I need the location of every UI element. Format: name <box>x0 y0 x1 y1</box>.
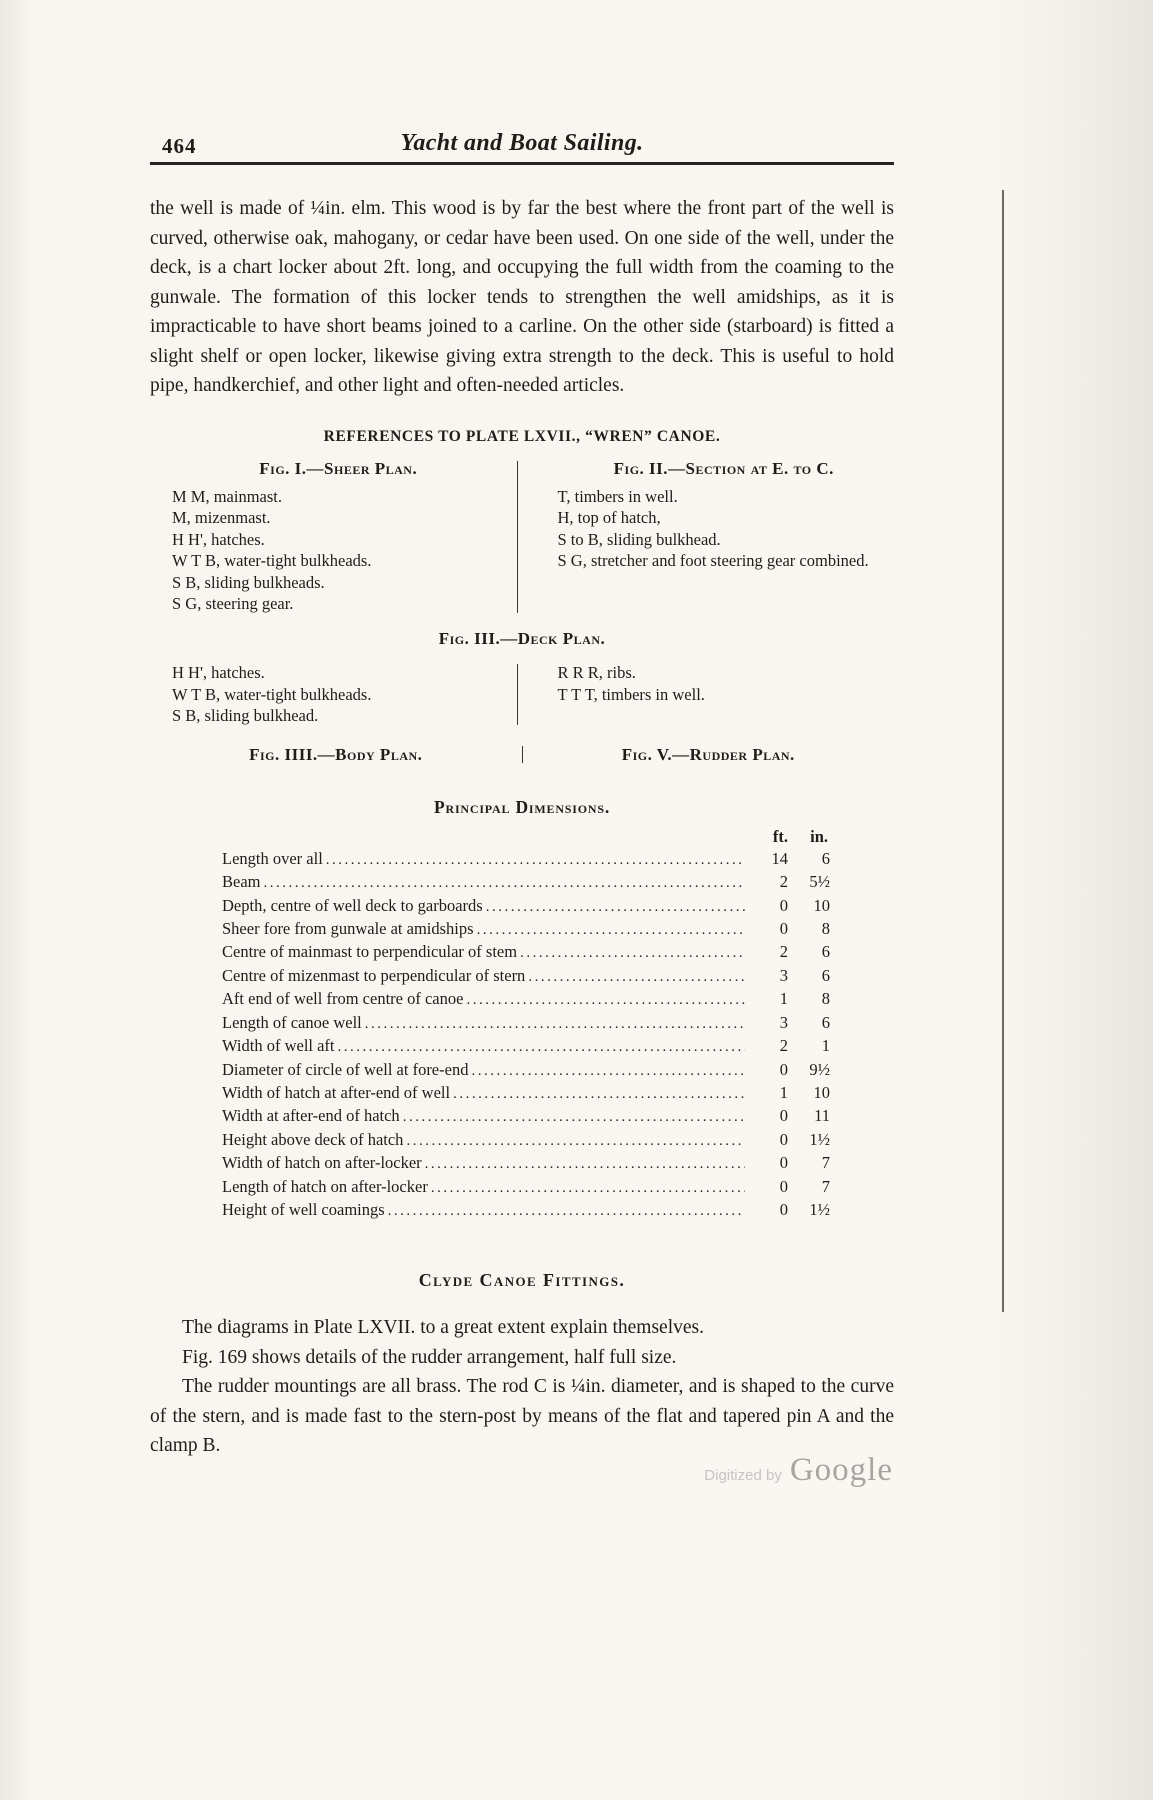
google-logo: Google <box>789 1452 893 1488</box>
fig4-fig5-row <box>150 745 894 765</box>
dimension-ft: 2 <box>779 872 788 892</box>
leader-dots <box>453 1082 745 1105</box>
leader-dots <box>431 1176 745 1199</box>
dimension-label: Length of hatch on after-locker <box>222 1176 428 1196</box>
dimension-label: Width of hatch on after-locker <box>222 1153 422 1173</box>
leader-dots <box>425 1152 745 1175</box>
fig2-item: S G, stretcher and foot steering gear combined. <box>557 551 869 571</box>
dimension-row <box>222 1082 834 1105</box>
page-header <box>150 126 894 170</box>
dimension-in: 8 <box>821 919 830 939</box>
page-edge-line <box>1002 190 1004 1312</box>
fig2-column <box>518 459 895 616</box>
fig3-left-column <box>150 662 517 727</box>
fig3-item: R R R, ribs. <box>557 663 636 683</box>
dimension-label: Diameter of circle of well at fore-end <box>222 1059 469 1079</box>
references-grid-1 <box>150 459 894 616</box>
dimension-in: 7 <box>821 1176 830 1196</box>
dimension-in: 5½ <box>809 872 830 892</box>
dimension-row <box>222 1129 834 1152</box>
fig1-item: H H', hatches. <box>172 529 265 549</box>
dimension-in: 6 <box>821 965 830 985</box>
references-grid-2 <box>150 662 894 727</box>
fig4-caption: Fig. IIII.—Body Plan. <box>249 744 423 764</box>
clyde-heading: Clyde Canoe Fittings. <box>418 1270 626 1291</box>
dimension-label: Length over all <box>222 848 323 868</box>
dimension-row <box>222 941 834 964</box>
leader-dots <box>528 965 745 988</box>
intro-paragraph: the well is made of ¼in. elm. This wood is by far the best where the front part of the well is curved, otherwise oak, mahogany, or cedar have been used. On one side of the well, under the deck, is a chart locker about 2ft. long, and occupying the full width from the coaming to the gunwale. The formation of this locker tends to strengthen the well amidships, as it is impracticable to have short beams joined to a carline. On the other side (starboard) is fitted a slight shelf or open locker, likewise giving extra strength to the deck. This is useful to hold pipe, handkerchief, and other light and often-needed articles. <box>150 198 894 396</box>
fig3-item: W T B, water-tight bulkheads. <box>172 684 372 704</box>
leader-dots <box>338 1035 745 1058</box>
dimension-ft: 1 <box>779 989 788 1009</box>
dimension-row <box>222 1105 834 1128</box>
dimension-in: 9½ <box>809 1059 830 1079</box>
fig1-item: S G, steering gear. <box>172 594 294 614</box>
dimensions-table <box>222 827 834 1223</box>
dimension-row <box>222 1035 834 1058</box>
dimension-in: 10 <box>813 895 830 915</box>
units-header-row <box>222 827 834 846</box>
dimension-label: Centre of mizenmast to perpendicular of stern <box>222 965 526 985</box>
dimension-ft: 0 <box>779 1059 788 1079</box>
dimensions-heading: Principal Dimensions. <box>433 796 610 817</box>
dimension-label: Width of well aft <box>222 1036 335 1056</box>
dimension-ft: 0 <box>779 895 788 915</box>
page-number: 464 <box>162 134 197 158</box>
dimension-label: Depth, centre of well deck to garboards <box>222 895 483 915</box>
dimension-ft: 0 <box>779 919 788 939</box>
digitized-by-label: Digitized by <box>704 1467 782 1484</box>
dimension-row <box>222 988 834 1011</box>
dimension-ft: 0 <box>779 1176 788 1196</box>
page-content <box>150 126 894 1461</box>
dimension-ft: 0 <box>779 1106 788 1126</box>
clyde-paragraph-2: Fig. 169 shows details of the rudder arrangement, half full size. <box>182 1346 677 1368</box>
leader-dots <box>486 895 745 918</box>
dimension-ft: 3 <box>779 1012 788 1032</box>
dimension-label: Width of hatch at after-end of well <box>222 1082 451 1102</box>
clyde-paragraph-1: The diagrams in Plate LXVII. to a great extent explain themselves. <box>182 1317 704 1339</box>
units-spacer <box>222 827 748 846</box>
dimension-row <box>222 965 834 988</box>
fig1-item: M M, mainmast. <box>172 486 282 506</box>
fig2-item: S to B, sliding bulkhead. <box>557 529 721 549</box>
dimension-ft: 3 <box>779 965 788 985</box>
dimension-row <box>222 848 834 871</box>
dimension-ft: 0 <box>779 1199 788 1219</box>
dimension-ft: 1 <box>779 1082 788 1102</box>
dimension-label: Aft end of well from centre of canoe <box>222 989 464 1009</box>
digitization-watermark <box>0 1452 893 1489</box>
dimension-row <box>222 1059 834 1082</box>
fig1-column <box>150 459 517 616</box>
dimension-label: Width at after-end of hatch <box>222 1106 400 1126</box>
clyde-paragraph-3: The rudder mountings are all brass. The rod C is ¼in. diameter, and is shaped to the curve of the stern, and is made fast to the stern-post by means of the flat and tapered pin A and the clamp B. <box>150 1376 894 1457</box>
leader-dots <box>520 941 745 964</box>
fig5-caption: Fig. V.—Rudder Plan. <box>621 744 795 764</box>
fig1-item: W T B, water-tight bulkheads. <box>172 551 372 571</box>
leader-dots <box>406 1129 745 1152</box>
dimension-label: Centre of mainmast to perpendicular of stem <box>222 942 518 962</box>
dimension-label: Height of well coamings <box>222 1199 385 1219</box>
dimension-in: 11 <box>814 1106 830 1126</box>
leader-dots <box>264 871 746 894</box>
dimension-ft: 0 <box>779 1153 788 1173</box>
fig2-item: H, top of hatch, <box>557 508 661 528</box>
fig3-right-column <box>518 662 895 727</box>
fig3-item: T T T, timbers in well. <box>557 684 705 704</box>
dimension-row <box>222 1152 834 1175</box>
dimension-in: 7 <box>821 1153 830 1173</box>
dimension-ft: 2 <box>779 1036 788 1056</box>
fig3-caption: Fig. III.—Deck Plan. <box>438 629 606 649</box>
dimension-in: 1½ <box>809 1199 830 1219</box>
dimension-row <box>222 871 834 894</box>
leader-dots <box>365 1012 745 1035</box>
leader-dots <box>326 848 745 871</box>
references-heading: REFERENCES TO PLATE LXVII., “WREN” CANOE. <box>323 427 721 445</box>
dimension-row <box>222 1199 834 1222</box>
dimension-in: 10 <box>813 1082 830 1102</box>
leader-dots <box>466 988 745 1011</box>
dimension-row <box>222 895 834 918</box>
dimension-label: Height above deck of hatch <box>222 1129 404 1149</box>
leader-dots <box>403 1105 745 1128</box>
dimension-ft: 0 <box>779 1129 788 1149</box>
dimension-in: 6 <box>821 1012 830 1032</box>
dimension-row <box>222 1176 834 1199</box>
dimension-in: 8 <box>821 989 830 1009</box>
leader-dots <box>471 1059 745 1082</box>
dimension-ft: 2 <box>779 942 788 962</box>
dimension-in: 1 <box>821 1036 830 1056</box>
dimension-ft: 14 <box>771 848 788 868</box>
fig1-item: M, mizenmast. <box>172 508 271 528</box>
leader-dots <box>477 918 745 941</box>
dimension-label: Sheer fore from gunwale at amidships <box>222 919 474 939</box>
dimension-label: Length of canoe well <box>222 1012 362 1032</box>
fig2-caption: Fig. II.—Section at E. to C. <box>613 458 834 478</box>
header-rule <box>150 162 894 165</box>
dimension-in: 1½ <box>809 1129 830 1149</box>
leader-dots <box>388 1199 745 1222</box>
dimension-in: 6 <box>821 848 830 868</box>
unit-ft-header: ft. <box>772 826 788 846</box>
unit-in-header: in. <box>810 826 828 846</box>
fig3-item: S B, sliding bulkhead. <box>172 706 319 726</box>
fig3-item: H H', hatches. <box>172 663 265 683</box>
dimension-row <box>222 918 834 941</box>
dimension-in: 6 <box>821 942 830 962</box>
fig1-caption: Fig. I.—Sheer Plan. <box>259 458 418 478</box>
dimension-row <box>222 1012 834 1035</box>
running-title: Yacht and Boat Sailing. <box>400 130 644 156</box>
dimension-label: Beam <box>222 872 261 892</box>
fig1-item: S B, sliding bulkheads. <box>172 572 325 592</box>
fig2-item: T, timbers in well. <box>557 486 678 506</box>
